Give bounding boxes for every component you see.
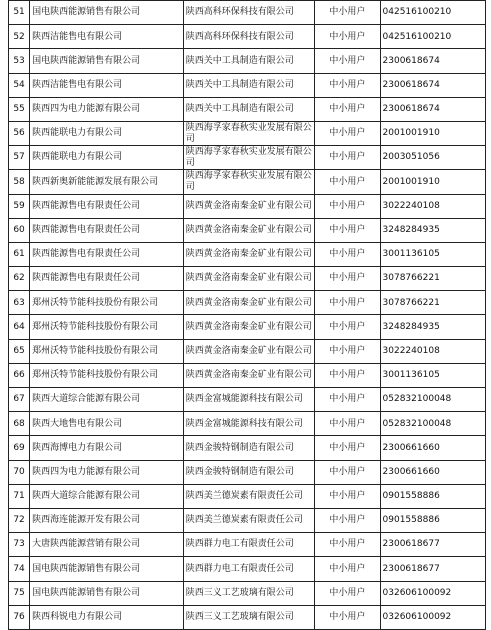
account-number: 2300618674 [380,73,485,97]
account-number: 042516100210 [380,25,485,49]
account-number: 032606100092 [380,605,485,629]
row-number: 75 [9,581,30,605]
user-type: 中小用户 [315,412,380,436]
buyer-company: 陕西三义工艺玻璃有限公司 [183,581,315,605]
buyer-company: 陕西黄金洛南秦金矿业有限公司 [183,242,315,266]
account-number: 3248284935 [380,218,485,242]
row-number: 72 [9,508,30,532]
seller-company: 陕西能联电力有限公司 [30,146,184,170]
row-number: 64 [9,315,30,339]
row-number: 61 [9,242,30,266]
buyer-company: 陕西关中工具制造有限公司 [183,97,315,121]
row-number: 73 [9,533,30,557]
buyer-company: 陕西高科环保科技有限公司 [183,1,315,25]
table-row [9,170,486,194]
table-row [9,121,486,145]
buyer-company: 陕西黄金洛南秦金矿业有限公司 [183,267,315,291]
row-number: 70 [9,460,30,484]
buyer-company: 陕西黄金洛南秦金矿业有限公司 [183,218,315,242]
user-type: 中小用户 [315,73,380,97]
table-row [9,363,486,387]
account-number: 3001136105 [380,363,485,387]
row-number: 74 [9,557,30,581]
seller-company: 陕西能源售电有限责任公司 [30,242,184,266]
user-type: 中小用户 [315,218,380,242]
buyer-company: 陕西海孚家春秋实业发展有限公司 [183,170,315,194]
table-row [9,460,486,484]
seller-company: 陕西大地售电有限公司 [30,412,184,436]
table-row [9,388,486,412]
seller-company: 陕西洁能售电有限公司 [30,73,184,97]
row-number: 62 [9,267,30,291]
buyer-company: 陕西黄金洛南秦金矿业有限公司 [183,194,315,218]
seller-company: 郑州沃特节能科技股份有限公司 [30,315,184,339]
buyer-company: 陕西美兰德炭素有限责任公司 [183,484,315,508]
row-number: 58 [9,170,30,194]
row-number: 67 [9,388,30,412]
buyer-company: 陕西金富城能源科技有限公司 [183,412,315,436]
account-number: 2003051056 [380,146,485,170]
table-row [9,339,486,363]
row-number: 55 [9,97,30,121]
row-number: 53 [9,49,30,73]
seller-company: 陕西四为电力能源有限公司 [30,97,184,121]
seller-company: 国电陕西能源销售有限公司 [30,581,184,605]
table-body [9,1,486,630]
table-row [9,581,486,605]
user-type: 中小用户 [315,557,380,581]
row-number: 69 [9,436,30,460]
buyer-company: 陕西海孚家春秋实业发展有限公司 [183,146,315,170]
user-type: 中小用户 [315,25,380,49]
table-row [9,146,486,170]
row-number: 76 [9,605,30,629]
table-row [9,412,486,436]
account-number: 032606100092 [380,581,485,605]
account-number: 3078766221 [380,267,485,291]
user-type: 中小用户 [315,194,380,218]
seller-company: 郑州沃特节能科技股份有限公司 [30,339,184,363]
account-number: 2300661660 [380,460,485,484]
buyer-company: 陕西海孚家春秋实业发展有限公司 [183,121,315,145]
row-number: 63 [9,291,30,315]
buyer-company: 陕西高科环保科技有限公司 [183,25,315,49]
seller-company: 郑州沃特节能科技股份有限公司 [30,291,184,315]
buyer-company: 陕西黄金洛南秦金矿业有限公司 [183,291,315,315]
user-type: 中小用户 [315,121,380,145]
user-type: 中小用户 [315,508,380,532]
table-row [9,533,486,557]
seller-company: 陕西能源售电有限责任公司 [30,218,184,242]
seller-company: 陕西四为电力能源有限公司 [30,460,184,484]
account-number: 2300618674 [380,97,485,121]
user-type: 中小用户 [315,267,380,291]
row-number: 68 [9,412,30,436]
table-row [9,291,486,315]
table-row [9,267,486,291]
buyer-company: 陕西关中工具制造有限公司 [183,73,315,97]
user-type: 中小用户 [315,363,380,387]
seller-company: 陕西海连能源开发有限公司 [30,508,184,532]
seller-company: 陕西海博电力有限公司 [30,436,184,460]
user-type: 中小用户 [315,49,380,73]
seller-company: 陕西洁能售电有限公司 [30,25,184,49]
seller-company: 国电陕西能源销售有限公司 [30,1,184,25]
user-type: 中小用户 [315,170,380,194]
seller-company: 大唐陕西能源营销有限公司 [30,533,184,557]
row-number: 57 [9,146,30,170]
account-number: 2001001910 [380,170,485,194]
account-number: 2300618677 [380,533,485,557]
row-number: 51 [9,1,30,25]
table-row [9,73,486,97]
buyer-company: 陕西群力电工有限责任公司 [183,557,315,581]
user-type: 中小用户 [315,291,380,315]
user-type: 中小用户 [315,242,380,266]
seller-company: 陕西能源售电有限责任公司 [30,194,184,218]
user-type: 中小用户 [315,436,380,460]
seller-company: 陕西大道综合能源有限公司 [30,484,184,508]
table-row [9,484,486,508]
table-row [9,1,486,25]
user-type: 中小用户 [315,581,380,605]
account-number: 0901558886 [380,484,485,508]
buyer-company: 陕西黄金洛南秦金矿业有限公司 [183,315,315,339]
account-number: 3022240108 [380,339,485,363]
table-row [9,49,486,73]
table-row [9,436,486,460]
table-row [9,315,486,339]
seller-company: 国电陕西能源销售有限公司 [30,557,184,581]
user-type: 中小用户 [315,460,380,484]
row-number: 52 [9,25,30,49]
buyer-company: 陕西黄金洛南秦金矿业有限公司 [183,363,315,387]
buyer-company: 陕西美兰德炭素有限责任公司 [183,508,315,532]
row-number: 59 [9,194,30,218]
row-number: 54 [9,73,30,97]
seller-company: 陕西能源售电有限责任公司 [30,267,184,291]
buyer-company: 陕西金富城能源科技有限公司 [183,388,315,412]
account-number: 2300661660 [380,436,485,460]
account-number: 042516100210 [380,1,485,25]
user-type: 中小用户 [315,484,380,508]
seller-company: 国电陕西能源销售有限公司 [30,49,184,73]
table-row [9,508,486,532]
buyer-company: 陕西金骏特钢制造有限公司 [183,460,315,484]
buyer-company: 陕西关中工具制造有限公司 [183,49,315,73]
row-number: 65 [9,339,30,363]
user-type: 中小用户 [315,97,380,121]
account-number: 3022240108 [380,194,485,218]
user-type: 中小用户 [315,533,380,557]
table-row [9,25,486,49]
table-row [9,218,486,242]
buyer-company: 陕西黄金洛南秦金矿业有限公司 [183,339,315,363]
account-number: 3078766221 [380,291,485,315]
table-row [9,97,486,121]
account-number: 3001136105 [380,242,485,266]
user-type: 中小用户 [315,339,380,363]
seller-company: 陕西科锐电力有限公司 [30,605,184,629]
account-number: 2001001910 [380,121,485,145]
row-number: 56 [9,121,30,145]
account-number: 052832100048 [380,412,485,436]
table-row [9,242,486,266]
user-type: 中小用户 [315,146,380,170]
user-type: 中小用户 [315,605,380,629]
seller-company: 陕西新奥新能能源发展有限公司 [30,170,184,194]
table-row [9,605,486,629]
account-number: 3248284935 [380,315,485,339]
transaction-table [8,0,486,630]
seller-company: 陕西大道综合能源有限公司 [30,388,184,412]
row-number: 71 [9,484,30,508]
user-type: 中小用户 [315,388,380,412]
account-number: 0901558886 [380,508,485,532]
table-row [9,557,486,581]
user-type: 中小用户 [315,315,380,339]
buyer-company: 陕西群力电工有限责任公司 [183,533,315,557]
account-number: 2300618677 [380,557,485,581]
row-number: 60 [9,218,30,242]
account-number: 2300618674 [380,49,485,73]
buyer-company: 陕西金骏特钢制造有限公司 [183,436,315,460]
seller-company: 陕西能联电力有限公司 [30,121,184,145]
table-row [9,194,486,218]
buyer-company: 陕西三义工艺玻璃有限公司 [183,605,315,629]
account-number: 052832100048 [380,388,485,412]
seller-company: 郑州沃特节能科技股份有限公司 [30,363,184,387]
row-number: 66 [9,363,30,387]
user-type: 中小用户 [315,1,380,25]
